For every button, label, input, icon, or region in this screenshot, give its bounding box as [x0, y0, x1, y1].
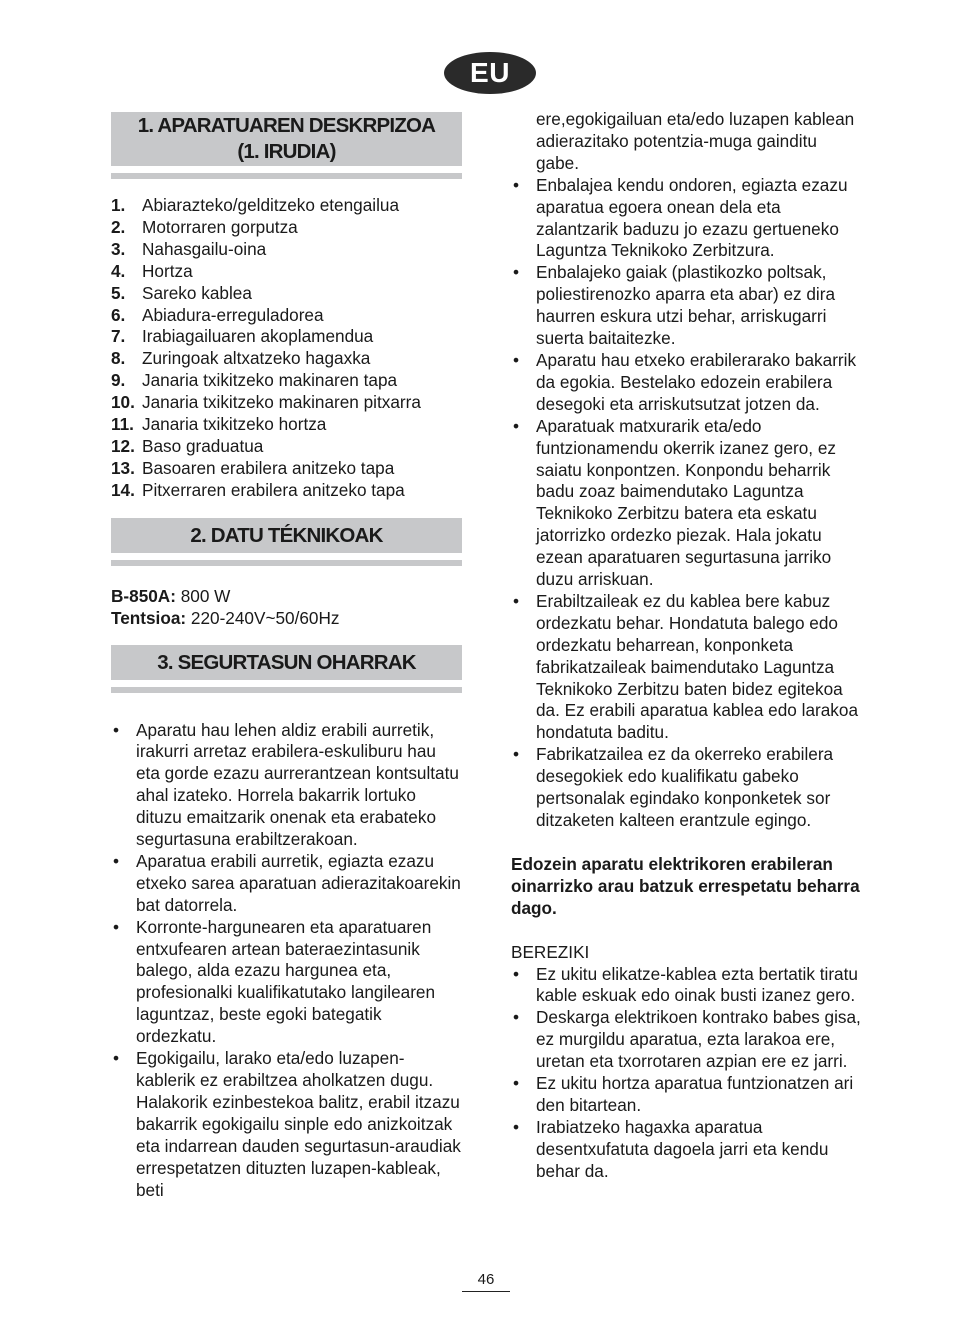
section-description-heading	[111, 112, 462, 166]
item-label: Irabiagailuaren akoplamendua	[142, 326, 374, 347]
item-number: 1.	[111, 195, 126, 215]
spec-power-label: B-850A:	[111, 585, 176, 606]
list-item	[111, 261, 462, 283]
list-item: • Korronte-hargunearen eta aparatuaren entxufearen artean bateraezintasunik balego, alda ezazu hargunea eta, profesionalki kualifikatutako langilearen laguntzaz, beste egoki bategatik ordezkatu.	[111, 917, 462, 1048]
item-number: 9.	[111, 370, 126, 391]
item-label: Janaria txikitzeko hortza	[142, 414, 327, 435]
important-note: Edozein aparatu elektrikoren erabileran oinarrizko arau batzuk errespetatu beharra dago.	[511, 853, 860, 918]
list-item: • Enbalajeko gaiak (plastikozko poltsak, poliestirenozko aparra eta abar) ez dira haurren eskura utzi behar, arriskugarri suerta baitaitezke.	[511, 262, 861, 350]
list-item: • Aparatu hau lehen aldiz erabili aurretik, irakurri arretaz erabilera-eskuliburu hau eta gorde ezazu aurrerantzean kontsultatu ahal izateko. Horrela bakarrik lortuko dituzu emaitzarik onenak eta erabateko segurtasuna erabiltzerakoan.	[111, 720, 462, 851]
right-column	[511, 109, 861, 1183]
list-item	[111, 392, 462, 414]
list-item: • Fabrikatzailea ez da okerreko erabilera desegokiek edo kualifikatu gabeko pertsonalak egindako konponketek sor ditzaketen kalteen erantzule egingo.	[511, 744, 861, 832]
left-column	[111, 112, 462, 1201]
list-item	[111, 370, 462, 392]
list-item: • Enbalajea kendu ondoren, egiazta ezazu aparatua egoera onean dela eta zalantzarik baduzu jo ezazu gertueneko Laguntza Teknikoko Zerbitzura.	[511, 175, 861, 263]
section-technical-data-heading: 2. DATU TÉKNIKOAK	[111, 518, 462, 553]
list-item	[111, 436, 462, 458]
section-technical-data	[111, 518, 462, 566]
item-number: 2.	[111, 216, 126, 237]
item-label: Baso graduatua	[142, 435, 264, 456]
list-item: • Aparatu hau etxeko erabilerarako bakarrik da egokia. Bestelako edozein erabilera desegoki eta arriskutsutzat jotzen da.	[511, 350, 861, 416]
item-label: Motorraren gorputza	[142, 216, 298, 237]
section-description-title: 1. APARATUAREN DESKRPIZOA	[137, 114, 436, 137]
parts-list	[111, 195, 462, 502]
list-item: • Irabiatzeko hagaxka aparatua desentxufatuta dagoela jarri eta kendu behar da.	[511, 1117, 861, 1183]
list-item: • Erabiltzaileak ez du kablea bere kabuz ordezkatu behar. Hondatuta balego edo ordezkatu beharrean, konponketa fabrikatzaileak baimendutako Laguntza Teknikoko Zerbitzu baten bidez egitekoa da. Ez erabili aparatua kablea edo larakoa hondatuta baditu.	[511, 591, 861, 744]
spec-voltage-value: 220-240V~50/60Hz	[186, 607, 340, 628]
safety-list-left	[111, 720, 462, 1202]
item-number: 13.	[111, 457, 135, 478]
item-number: 5.	[111, 282, 126, 303]
list-item	[111, 195, 462, 217]
spec-voltage-label: Tentsioa:	[111, 607, 187, 628]
item-label: Sareko kablea	[142, 282, 252, 303]
item-label: Abiadura-erreguladorea	[142, 304, 324, 325]
item-number: 4.	[111, 260, 126, 281]
language-badge: EU	[444, 52, 536, 94]
list-item: • Aparatua erabili aurretik, egiazta ezazu etxeko sarea aparatuan adierazitakoarekin bat datorrela.	[111, 851, 462, 917]
section-divider	[111, 173, 462, 179]
spec-power-value: 800 W	[175, 585, 231, 606]
section-divider	[111, 687, 462, 693]
list-item: • Aparatuak matxurarik eta/edo funtzionamendu okerrik izanez gero, ez saiatu konpontzen. Konpondu beharrik badu zoaz baimendutako Laguntza Teknikoko Zerbitzu batera eta eskatu jatorrizko ordezko piezak. Hala jokatu ezean aparatuaren segurtasuna jarriko duzu arriskuan.	[511, 416, 861, 591]
list-item	[111, 414, 462, 436]
special-safety-list	[511, 964, 861, 1183]
item-number: 11.	[111, 414, 134, 435]
safety-list-right	[511, 175, 861, 832]
list-item: • Egokigailu, larako eta/edo luzapen-kablerik ez erabiltzea aholkatzen dugu. Halakorik ezinbestekoa balitz, erabil itzazu bakarrik egokigailu sinple edo anizkoitzak eta indarrean dauden segurtasun-araudiak errespetatzen dituzten luzapen-kableak, beti	[111, 1048, 462, 1201]
list-item: • Deskarga elektrikoen kontrako babes gisa, ez murgildu aparatua, ezta larakoa ere, uretan eta txorrotaren azpian ere ez jarri.	[511, 1007, 861, 1073]
list-item	[111, 480, 462, 502]
list-item: • Ez ukitu hortza aparatua funtzionatzen ari den bitartean.	[511, 1073, 861, 1117]
item-label: Pitxerraren erabilera anitzeko tapa	[142, 479, 405, 500]
item-label: Janaria txikitzeko makinaren tapa	[142, 370, 398, 391]
spec-voltage	[111, 608, 462, 630]
item-label: Nahasgailu-oina	[142, 238, 267, 259]
list-item	[111, 326, 462, 348]
item-number: 7.	[111, 326, 126, 347]
item-label: Zuringoak altxatzeko hagaxka	[142, 348, 371, 369]
list-item	[111, 458, 462, 480]
item-number: 8.	[111, 348, 126, 369]
item-number: 10.	[111, 392, 135, 413]
item-number: 12.	[111, 435, 135, 456]
list-item	[111, 305, 462, 327]
item-number: 14.	[111, 479, 135, 500]
spec-power	[111, 586, 462, 608]
section-divider	[111, 560, 462, 566]
list-item	[111, 283, 462, 305]
item-label: Basoaren erabilera anitzeko tapa	[142, 457, 395, 478]
section-safety	[111, 645, 462, 693]
list-item: • Ez ukitu elikatze-kablea ezta bertatik tiratu kable eskuak edo oinak busti izanez gero.	[511, 964, 861, 1008]
item-label: Hortza	[142, 260, 193, 281]
item-number: 3.	[111, 238, 126, 259]
section-safety-heading: 3. SEGURTASUN OHARRAK	[111, 645, 462, 680]
subheading-special: BEREZIKI	[511, 941, 590, 962]
section-description-subtitle: (1. IRUDIA)	[237, 140, 336, 163]
item-label: Abiarazteko/gelditzeko etengailua	[142, 195, 400, 215]
technical-specs	[111, 586, 462, 630]
item-label: Janaria txikitzeko makinaren pitxarra	[142, 392, 421, 413]
page-number: 46	[462, 1270, 510, 1292]
list-item	[111, 348, 462, 370]
list-item	[111, 217, 462, 239]
section-description	[111, 112, 462, 179]
continued-paragraph: ere,egokigailuan eta/edo luzapen kablean adierazitako potentzia-muga gainditu gabe.	[536, 109, 855, 173]
list-item	[111, 239, 462, 261]
item-number: 6.	[111, 304, 126, 325]
